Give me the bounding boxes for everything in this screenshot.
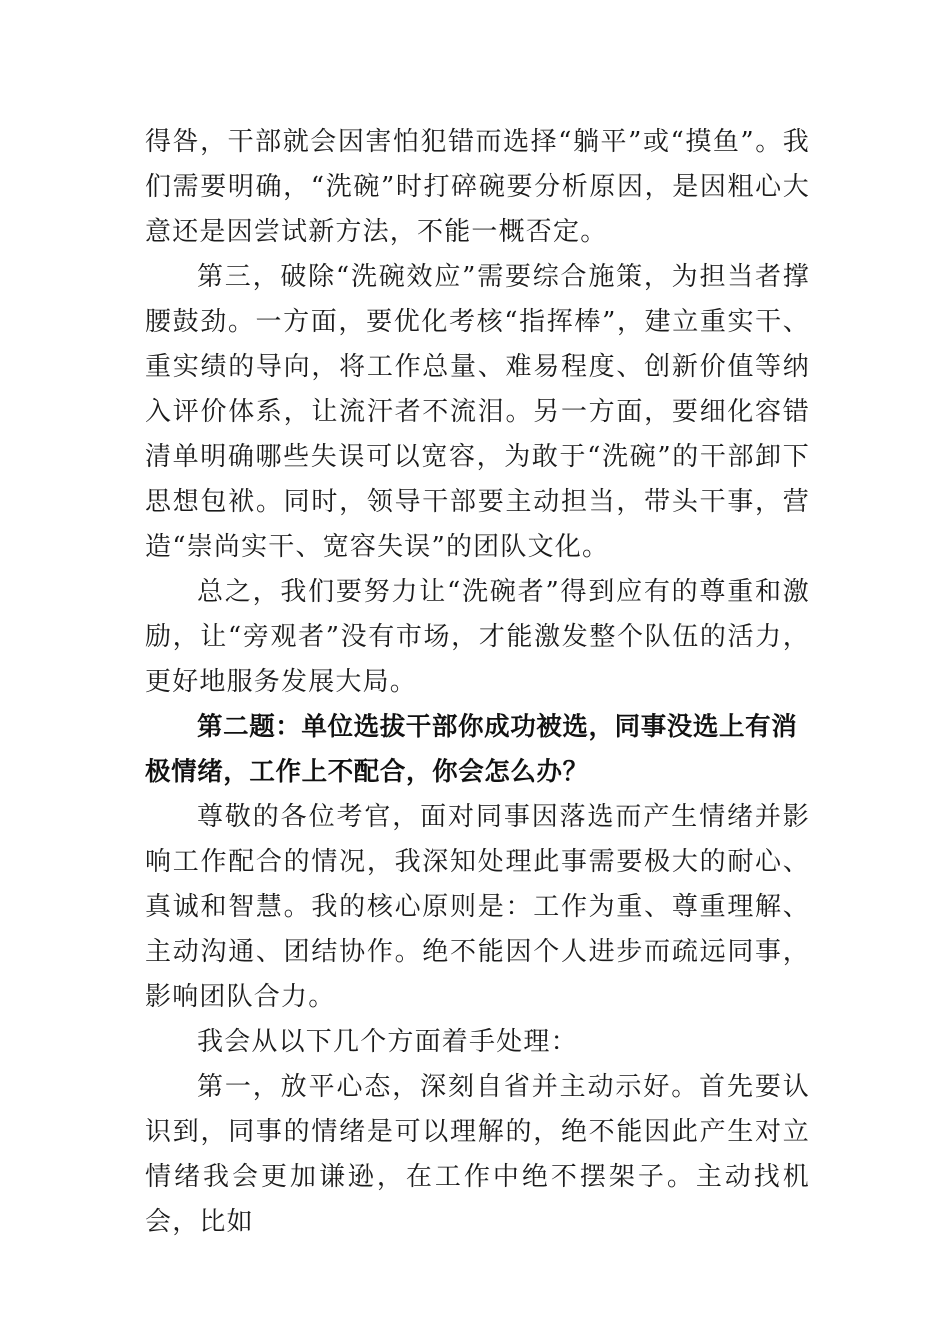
- paragraph-third-point: 第三，破除“洗碗效应”需要综合施策，为担当者撑腰鼓劲。一方面，要优化考核“指挥棒”，建立重实干、重实绩的导向，将工作总量、难易程度、创新价值等纳入评价体系，让流汗者不流泪。另一方面，要细化容错清单明确哪些失误可以宽容，为敢于“洗碗”的干部卸下思想包袱。同时，领导干部要主动担当，带头干事，营造“崇尚实干、宽容失误”的团队文化。: [145, 262, 810, 562]
- paragraph-conclusion: 总之，我们要努力让“洗碗者”得到应有的尊重和激励，让“旁观者”没有市场，才能激发整个队伍的活力，更好地服务发展大局。: [145, 577, 810, 697]
- answer-opening-paragraph: 尊敬的各位考官，面对同事因落选而产生情绪并影响工作配合的情况，我深知处理此事需要极大的耐心、真诚和智慧。我的核心原则是：工作为重、尊重理解、主动沟通、团结协作。绝不能因个人进步而疏远同事，影响团队合力。: [145, 802, 810, 1012]
- question-heading: 第二题：单位选拔干部你成功被选，同事没选上有消极情绪，工作上不配合，你会怎么办？: [145, 712, 798, 787]
- answer-outline-paragraph: 我会从以下几个方面着手处理：: [197, 1027, 578, 1057]
- answer-first-point-paragraph: 第一，放平心态，深刻自省并主动示好。首先要认识到，同事的情绪是可以理解的，绝不能因此产生对立情绪我会更加谦逊，在工作中绝不摆架子。主动找机会，比如: [145, 1072, 810, 1237]
- document-body: [145, 120, 810, 1245]
- paragraph-continued: 得咎，干部就会因害怕犯错而选择“躺平”或“摸鱼”。我们需要明确，“洗碗”时打碎碗要分析原因，是因粗心大意还是因尝试新方法，不能一概否定。: [145, 127, 810, 247]
